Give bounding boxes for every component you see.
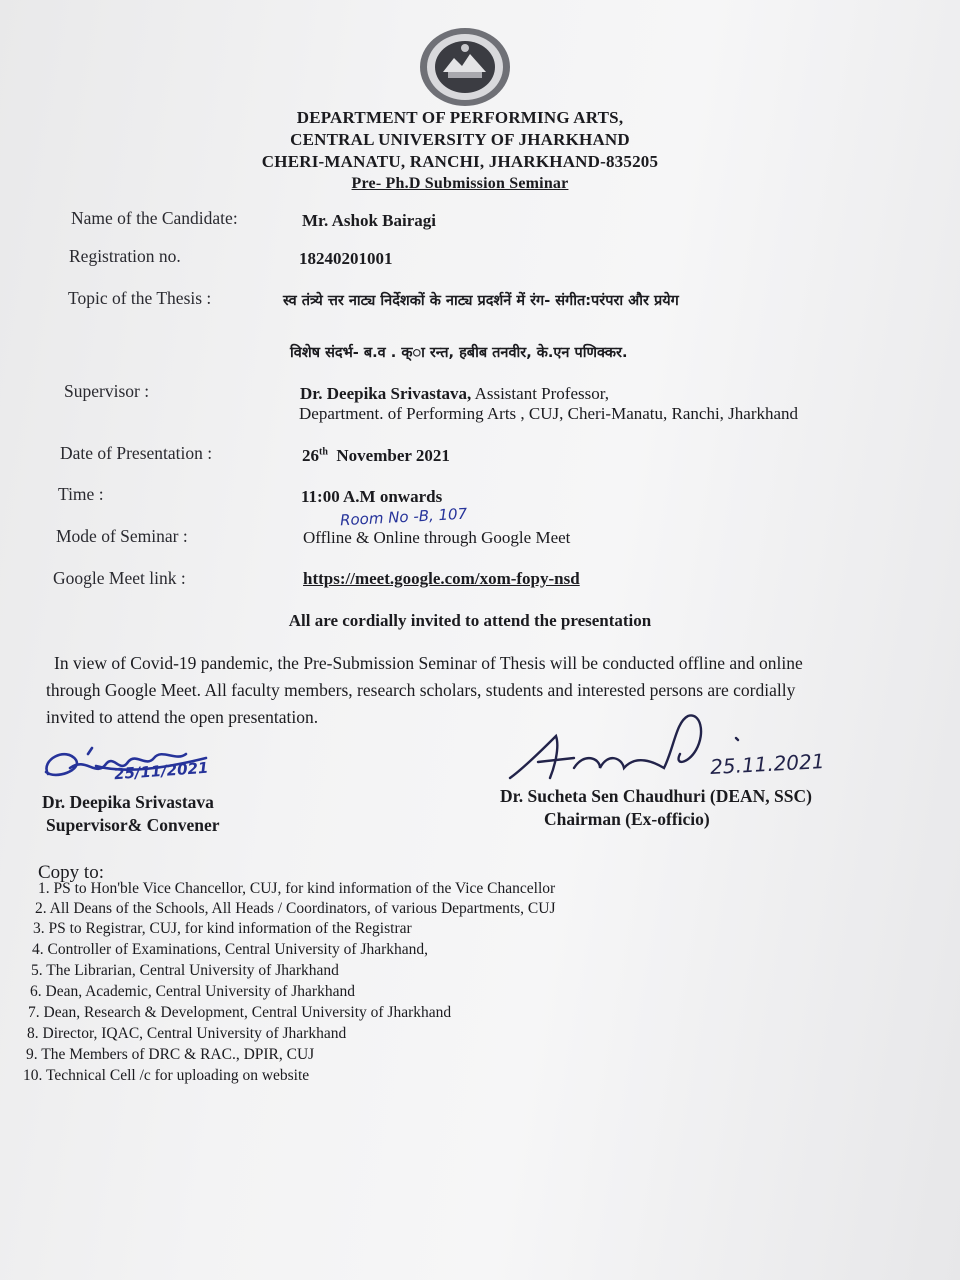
copy-to-title: Copy to: <box>38 862 104 883</box>
copy-item: 10. Technical Cell /c for uploading on website <box>23 1067 310 1084</box>
date-label: Date of Presentation : <box>60 443 213 463</box>
right-signer-name: Dr. Sucheta Sen Chaudhuri (DEAN, SSC) <box>500 786 812 806</box>
mode-handwritten-room: Room No -B, 107 <box>339 504 468 530</box>
copy-item: 7. Dean, Research & Development, Central University of Jharkhand <box>28 1004 452 1021</box>
topic-line-2: विशेष संदर्भ- ब.व . क्ा रन्त, हबीब तनवीर, के.एन पणिक्कर. <box>290 345 628 361</box>
left-signature-date: 25/11/2021 <box>113 758 209 784</box>
copy-item: 5. The Librarian, Central University of Jharkhand <box>31 962 339 979</box>
date-rest: November 2021 <box>336 446 450 465</box>
topic-label: Topic of the Thesis : <box>68 288 212 308</box>
header-line-2: CENTRAL UNIVERSITY OF JHARKHAND <box>290 130 630 149</box>
right-signer-role: Chairman (Ex-officio) <box>544 809 710 829</box>
mode-value: Offline & Online through Google Meet <box>303 528 571 547</box>
date-day: 26 <box>302 446 319 465</box>
header-seminar-title: Pre- Ph.D Submission Seminar <box>351 175 569 192</box>
supervisor-value <box>300 384 609 404</box>
candidate-label: Name of the Candidate: <box>71 208 238 228</box>
paragraph-line-1: In view of Covid-19 pandemic, the Pre-Submission Seminar of Thesis will be conducted offline and online <box>54 653 803 673</box>
copy-item: 3. PS to Registrar, CUJ, for kind information of the Registrar <box>33 920 412 937</box>
copy-item: 2. All Deans of the Schools, All Heads / Coordinators, of various Departments, CUJ <box>35 900 556 917</box>
right-signature-date: 25.11.2021 <box>709 749 826 779</box>
copy-item: 9. The Members of DRC & RAC., DPIR, CUJ <box>26 1046 315 1063</box>
time-value: 11:00 A.M onwards <box>301 487 443 506</box>
left-signer-role: Supervisor& Convener <box>46 815 220 835</box>
meet-link[interactable]: https://meet.google.com/xom-fopy-nsd <box>303 569 580 588</box>
mode-label: Mode of Seminar : <box>56 526 188 546</box>
header-line-1: DEPARTMENT OF PERFORMING ARTS, <box>296 108 624 127</box>
supervisor-label: Supervisor : <box>64 381 150 401</box>
university-emblem <box>418 26 512 108</box>
copy-item: 8. Director, IQAC, Central University of Jharkhand <box>27 1025 347 1042</box>
candidate-value: Mr. Ashok Bairagi <box>302 211 436 230</box>
date-value <box>302 446 450 466</box>
date-suffix: th <box>319 446 328 458</box>
supervisor-dept: Department. of Performing Arts , CUJ, Cheri-Manatu, Ranchi, Jharkhand <box>299 404 799 423</box>
left-signer-name: Dr. Deepika Srivastava <box>42 792 214 812</box>
time-label: Time : <box>58 484 104 504</box>
copy-item: 1. PS to Hon'ble Vice Chancellor, CUJ, for kind information of the Vice Chancellor <box>38 880 556 897</box>
meet-label: Google Meet link : <box>53 568 186 588</box>
registration-value: 18240201001 <box>299 249 393 268</box>
invite-line: All are cordially invited to attend the presentation <box>288 611 652 630</box>
topic-line-1: स्व तंत्र्ये त्तर नाट्य निर्देशकों के नाट्य प्रदर्शनें में रंग- संगीत:परंपरा और प्रयेग <box>283 293 679 309</box>
registration-label: Registration no. <box>69 246 181 266</box>
copy-item: 4. Controller of Examinations, Central University of Jharkhand, <box>32 941 429 958</box>
supervisor-title: Assistant Professor, <box>471 384 609 403</box>
supervisor-name: Dr. Deepika Srivastava, <box>300 384 472 403</box>
paragraph-line-3: invited to attend the open presentation. <box>46 707 319 727</box>
copy-item: 6. Dean, Academic, Central University of Jharkhand <box>30 983 355 1000</box>
header-line-3: CHERI-MANATU, RANCHI, JHARKHAND-835205 <box>261 152 659 171</box>
paragraph-line-2: through Google Meet. All faculty members, research scholars, students and interested persons are cordially <box>46 680 796 700</box>
